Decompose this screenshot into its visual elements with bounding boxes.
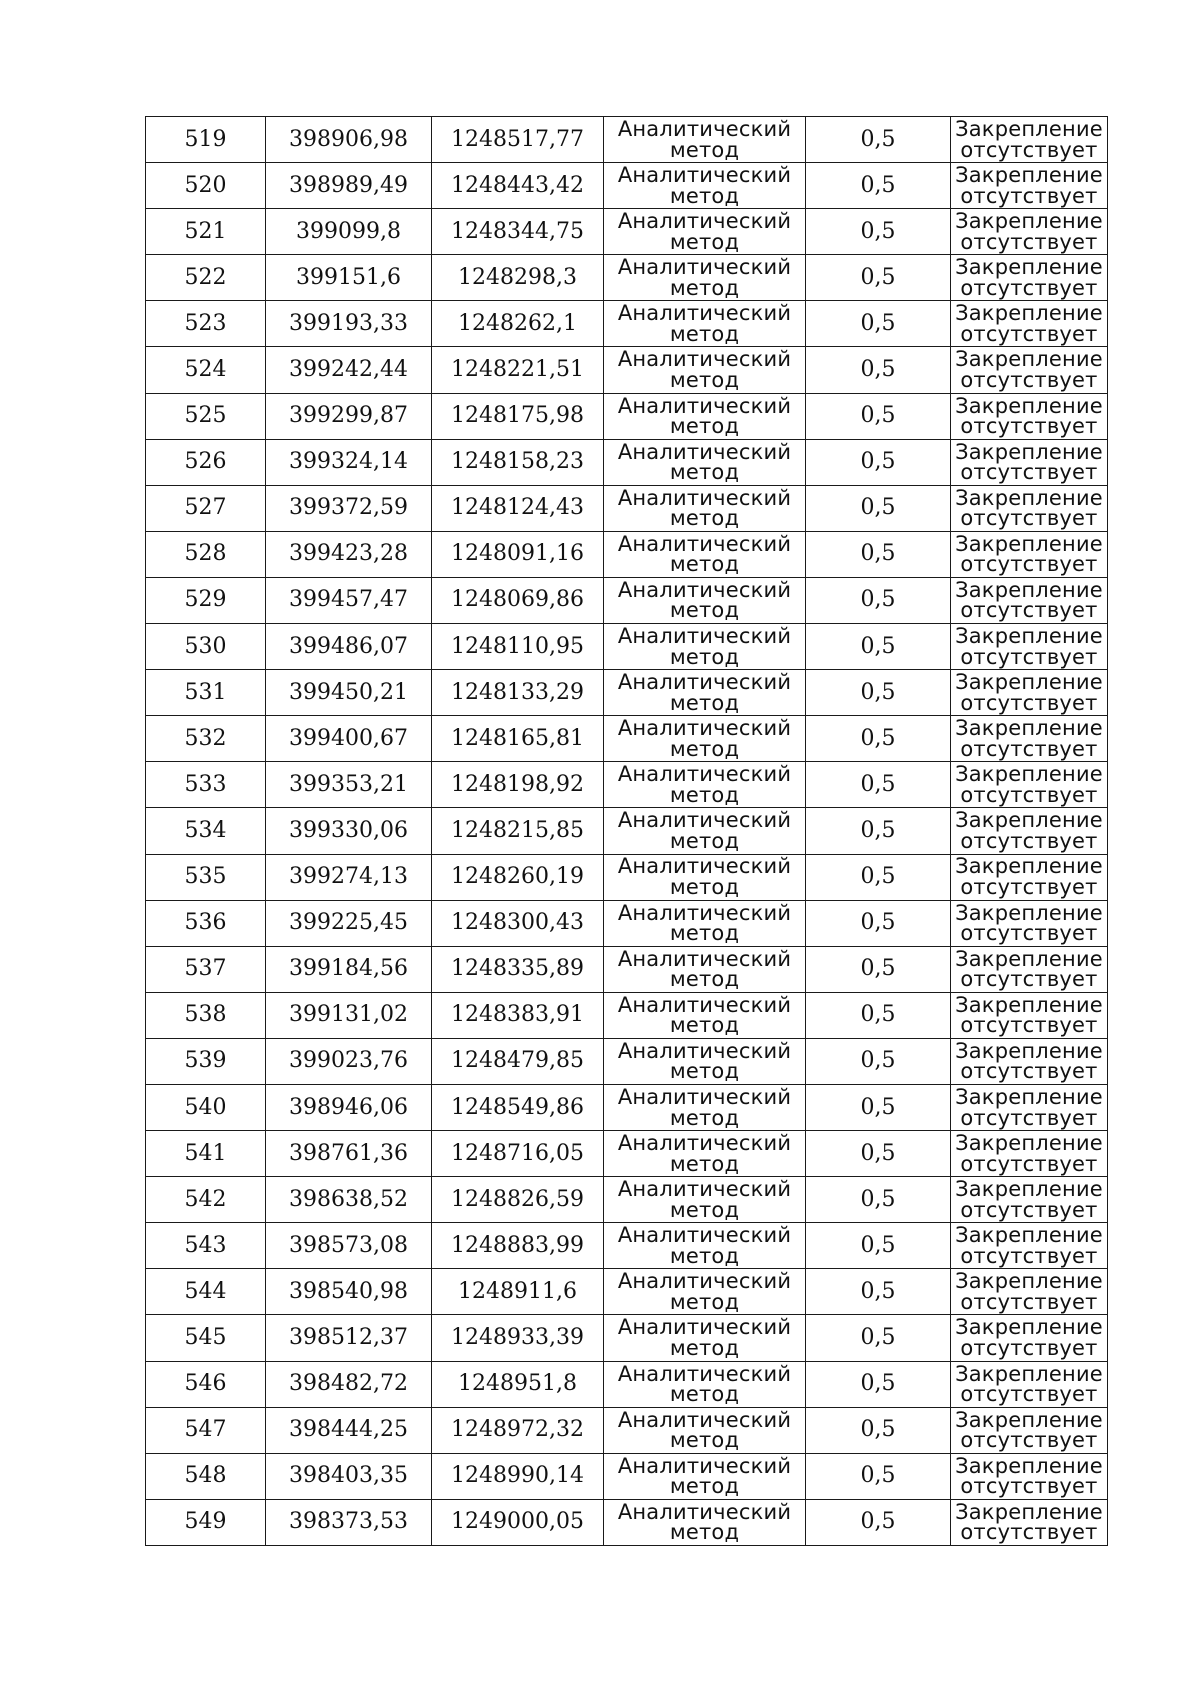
- method-text: Аналитический метод: [617, 762, 792, 807]
- error-cell: 0,5: [806, 1223, 951, 1269]
- anchoring-cell: [951, 992, 1108, 1038]
- anchoring-text: Закрепление отсутствует: [955, 946, 1103, 992]
- x-coordinate-cell: 399457,47: [266, 577, 432, 623]
- table-row: [146, 347, 1108, 393]
- x-coordinate-cell: 399353,21: [266, 762, 432, 808]
- method-text: Аналитический метод: [617, 946, 792, 992]
- method-text: Аналитический метод: [617, 393, 792, 439]
- method-cell: [604, 716, 806, 762]
- anchoring-cell: [951, 1038, 1108, 1084]
- x-coordinate-cell: 399324,14: [266, 439, 432, 485]
- anchoring-cell: [951, 209, 1108, 255]
- error-cell: 0,5: [806, 577, 951, 623]
- point-number-cell: 539: [146, 1038, 266, 1084]
- anchoring-text: Закрепление отсутствует: [955, 1131, 1103, 1176]
- anchoring-text: Закрепление отсутствует: [955, 1223, 1103, 1268]
- anchoring-cell: [951, 900, 1108, 946]
- point-number-cell: 545: [146, 1315, 266, 1361]
- method-cell: [604, 485, 806, 531]
- error-cell: 0,5: [806, 900, 951, 946]
- anchoring-text: Закрепление отсутствует: [955, 854, 1103, 900]
- error-cell: 0,5: [806, 117, 951, 163]
- table-row: [146, 1131, 1108, 1177]
- method-text: Аналитический метод: [617, 439, 792, 485]
- error-cell: 0,5: [806, 255, 951, 301]
- error-cell: 0,5: [806, 1499, 951, 1545]
- anchoring-cell: [951, 1361, 1108, 1407]
- method-text: Аналитический метод: [617, 624, 792, 669]
- anchoring-cell: [951, 1084, 1108, 1130]
- anchoring-text: Закрепление отсутствует: [955, 1038, 1103, 1084]
- error-cell: 0,5: [806, 716, 951, 762]
- y-coordinate-cell: 1248383,91: [432, 992, 604, 1038]
- method-cell: [604, 992, 806, 1038]
- point-number-cell: 526: [146, 439, 266, 485]
- x-coordinate-cell: 399099,8: [266, 209, 432, 255]
- method-cell: [604, 854, 806, 900]
- table-row: [146, 1038, 1108, 1084]
- y-coordinate-cell: 1248344,75: [432, 209, 604, 255]
- y-coordinate-cell: 1248479,85: [432, 1038, 604, 1084]
- y-coordinate-cell: 1248883,99: [432, 1223, 604, 1269]
- error-cell: 0,5: [806, 670, 951, 716]
- table-row: [146, 808, 1108, 854]
- point-number-cell: 531: [146, 670, 266, 716]
- x-coordinate-cell: 399225,45: [266, 900, 432, 946]
- anchoring-cell: [951, 163, 1108, 209]
- x-coordinate-cell: 399193,33: [266, 301, 432, 347]
- x-coordinate-cell: 399423,28: [266, 531, 432, 577]
- method-text: Аналитический метод: [617, 485, 792, 531]
- y-coordinate-cell: 1248133,29: [432, 670, 604, 716]
- x-coordinate-cell: 399242,44: [266, 347, 432, 393]
- method-text: Аналитический метод: [617, 1315, 792, 1360]
- y-coordinate-cell: 1248110,95: [432, 624, 604, 670]
- error-cell: 0,5: [806, 946, 951, 992]
- anchoring-text: Закрепление отсутствует: [955, 116, 1103, 162]
- coordinates-table: [145, 116, 1108, 1546]
- anchoring-cell: [951, 393, 1108, 439]
- method-text: Аналитический метод: [617, 577, 792, 623]
- x-coordinate-cell: 398573,08: [266, 1223, 432, 1269]
- method-cell: [604, 946, 806, 992]
- table-row: [146, 117, 1108, 163]
- x-coordinate-cell: 399023,76: [266, 1038, 432, 1084]
- x-coordinate-cell: 399131,02: [266, 992, 432, 1038]
- method-text: Аналитический метод: [617, 1453, 792, 1499]
- point-number-cell: 530: [146, 624, 266, 670]
- method-text: Аналитический метод: [617, 716, 792, 761]
- method-text: Аналитический метод: [617, 808, 792, 853]
- error-cell: 0,5: [806, 393, 951, 439]
- table-row: [146, 531, 1108, 577]
- anchoring-text: Закрепление отсутствует: [955, 1361, 1103, 1407]
- anchoring-text: Закрепление отсутствует: [955, 716, 1103, 761]
- anchoring-cell: [951, 670, 1108, 716]
- anchoring-cell: [951, 485, 1108, 531]
- anchoring-cell: [951, 1407, 1108, 1453]
- method-cell: [604, 762, 806, 808]
- table-row: [146, 900, 1108, 946]
- y-coordinate-cell: 1248716,05: [432, 1131, 604, 1177]
- anchoring-cell: [951, 624, 1108, 670]
- error-cell: 0,5: [806, 485, 951, 531]
- point-number-cell: 537: [146, 946, 266, 992]
- anchoring-text: Закрепление отсутствует: [955, 439, 1103, 485]
- x-coordinate-cell: 398906,98: [266, 117, 432, 163]
- y-coordinate-cell: 1248069,86: [432, 577, 604, 623]
- error-cell: 0,5: [806, 1407, 951, 1453]
- anchoring-cell: [951, 577, 1108, 623]
- x-coordinate-cell: 398373,53: [266, 1499, 432, 1545]
- error-cell: 0,5: [806, 439, 951, 485]
- table-row: [146, 163, 1108, 209]
- method-text: Аналитический метод: [617, 1223, 792, 1268]
- method-text: Аналитический метод: [617, 1269, 792, 1314]
- method-text: Аналитический метод: [617, 301, 792, 346]
- method-text: Аналитический метод: [617, 1407, 792, 1453]
- error-cell: 0,5: [806, 624, 951, 670]
- point-number-cell: 533: [146, 762, 266, 808]
- x-coordinate-cell: 398761,36: [266, 1131, 432, 1177]
- point-number-cell: 538: [146, 992, 266, 1038]
- y-coordinate-cell: 1248262,1: [432, 301, 604, 347]
- anchoring-text: Закрепление отсутствует: [955, 762, 1103, 807]
- method-text: Аналитический метод: [617, 163, 792, 208]
- anchoring-text: Закрепление отсутствует: [955, 808, 1103, 853]
- anchoring-cell: [951, 439, 1108, 485]
- anchoring-cell: [951, 117, 1108, 163]
- anchoring-cell: [951, 854, 1108, 900]
- table-row: [146, 1361, 1108, 1407]
- point-number-cell: 534: [146, 808, 266, 854]
- method-cell: [604, 1131, 806, 1177]
- anchoring-cell: [951, 762, 1108, 808]
- error-cell: 0,5: [806, 808, 951, 854]
- error-cell: 0,5: [806, 854, 951, 900]
- table-row: [146, 1453, 1108, 1499]
- x-coordinate-cell: 398638,52: [266, 1177, 432, 1223]
- x-coordinate-cell: 399486,07: [266, 624, 432, 670]
- table-row: [146, 439, 1108, 485]
- table-body: [146, 117, 1108, 1546]
- anchoring-text: Закрепление отсутствует: [955, 163, 1103, 208]
- point-number-cell: 527: [146, 485, 266, 531]
- error-cell: 0,5: [806, 209, 951, 255]
- point-number-cell: 535: [146, 854, 266, 900]
- table-row: [146, 577, 1108, 623]
- method-cell: [604, 1223, 806, 1269]
- anchoring-text: Закрепление отсутствует: [955, 1453, 1103, 1499]
- anchoring-cell: [951, 531, 1108, 577]
- error-cell: 0,5: [806, 1315, 951, 1361]
- y-coordinate-cell: 1248549,86: [432, 1084, 604, 1130]
- table-row: [146, 762, 1108, 808]
- method-text: Аналитический метод: [617, 1177, 792, 1222]
- error-cell: 0,5: [806, 163, 951, 209]
- method-text: Аналитический метод: [617, 992, 792, 1038]
- anchoring-cell: [951, 808, 1108, 854]
- error-cell: 0,5: [806, 992, 951, 1038]
- anchoring-cell: [951, 1499, 1108, 1545]
- point-number-cell: 525: [146, 393, 266, 439]
- method-text: Аналитический метод: [617, 1084, 792, 1130]
- point-number-cell: 540: [146, 1084, 266, 1130]
- anchoring-cell: [951, 1131, 1108, 1177]
- anchoring-cell: [951, 946, 1108, 992]
- point-number-cell: 547: [146, 1407, 266, 1453]
- method-cell: [604, 1269, 806, 1315]
- method-cell: [604, 1177, 806, 1223]
- anchoring-cell: [951, 1453, 1108, 1499]
- anchoring-text: Закрепление отсутствует: [955, 209, 1103, 254]
- x-coordinate-cell: 399400,67: [266, 716, 432, 762]
- x-coordinate-cell: 399299,87: [266, 393, 432, 439]
- anchoring-text: Закрепление отсутствует: [955, 301, 1103, 346]
- error-cell: 0,5: [806, 1453, 951, 1499]
- method-cell: [604, 163, 806, 209]
- point-number-cell: 546: [146, 1361, 266, 1407]
- table-row: [146, 209, 1108, 255]
- method-text: Аналитический метод: [617, 1038, 792, 1084]
- y-coordinate-cell: 1248091,16: [432, 531, 604, 577]
- x-coordinate-cell: 398482,72: [266, 1361, 432, 1407]
- method-cell: [604, 209, 806, 255]
- y-coordinate-cell: 1248443,42: [432, 163, 604, 209]
- anchoring-text: Закрепление отсутствует: [955, 900, 1103, 946]
- y-coordinate-cell: 1248175,98: [432, 393, 604, 439]
- point-number-cell: 543: [146, 1223, 266, 1269]
- y-coordinate-cell: 1248300,43: [432, 900, 604, 946]
- error-cell: 0,5: [806, 301, 951, 347]
- point-number-cell: 528: [146, 531, 266, 577]
- method-cell: [604, 900, 806, 946]
- x-coordinate-cell: 399151,6: [266, 255, 432, 301]
- y-coordinate-cell: 1248165,81: [432, 716, 604, 762]
- table-row: [146, 255, 1108, 301]
- method-cell: [604, 117, 806, 163]
- point-number-cell: 544: [146, 1269, 266, 1315]
- method-cell: [604, 624, 806, 670]
- point-number-cell: 532: [146, 716, 266, 762]
- table-row: [146, 1084, 1108, 1130]
- method-cell: [604, 808, 806, 854]
- anchoring-text: Закрепление отсутствует: [955, 255, 1103, 300]
- anchoring-cell: [951, 255, 1108, 301]
- y-coordinate-cell: 1248198,92: [432, 762, 604, 808]
- y-coordinate-cell: 1248826,59: [432, 1177, 604, 1223]
- x-coordinate-cell: 398540,98: [266, 1269, 432, 1315]
- anchoring-text: Закрепление отсутствует: [955, 1084, 1103, 1130]
- y-coordinate-cell: 1248517,77: [432, 117, 604, 163]
- method-cell: [604, 301, 806, 347]
- method-cell: [604, 577, 806, 623]
- y-coordinate-cell: 1248990,14: [432, 1453, 604, 1499]
- anchoring-text: Закрепление отсутствует: [955, 1407, 1103, 1453]
- anchoring-cell: [951, 716, 1108, 762]
- anchoring-text: Закрепление отсутствует: [955, 624, 1103, 669]
- x-coordinate-cell: 398512,37: [266, 1315, 432, 1361]
- point-number-cell: 548: [146, 1453, 266, 1499]
- method-text: Аналитический метод: [617, 670, 792, 715]
- table-row: [146, 301, 1108, 347]
- error-cell: 0,5: [806, 1131, 951, 1177]
- x-coordinate-cell: 398946,06: [266, 1084, 432, 1130]
- table-row: [146, 1177, 1108, 1223]
- method-text: Аналитический метод: [617, 854, 792, 900]
- method-cell: [604, 531, 806, 577]
- x-coordinate-cell: 398444,25: [266, 1407, 432, 1453]
- method-cell: [604, 670, 806, 716]
- table-row: [146, 1269, 1108, 1315]
- method-cell: [604, 1038, 806, 1084]
- table-row: [146, 854, 1108, 900]
- y-coordinate-cell: 1248335,89: [432, 946, 604, 992]
- table-row: [146, 393, 1108, 439]
- table-row: [146, 624, 1108, 670]
- anchoring-cell: [951, 1177, 1108, 1223]
- error-cell: 0,5: [806, 347, 951, 393]
- x-coordinate-cell: 399274,13: [266, 854, 432, 900]
- x-coordinate-cell: 399372,59: [266, 485, 432, 531]
- anchoring-text: Закрепление отсутствует: [955, 393, 1103, 439]
- table-row: [146, 992, 1108, 1038]
- point-number-cell: 524: [146, 347, 266, 393]
- x-coordinate-cell: 399450,21: [266, 670, 432, 716]
- anchoring-text: Закрепление отсутствует: [955, 347, 1103, 393]
- anchoring-text: Закрепление отсутствует: [955, 1269, 1103, 1314]
- method-cell: [604, 393, 806, 439]
- point-number-cell: 520: [146, 163, 266, 209]
- point-number-cell: 536: [146, 900, 266, 946]
- method-text: Аналитический метод: [617, 1499, 792, 1545]
- anchoring-text: Закрепление отсутствует: [955, 1177, 1103, 1222]
- table-row: [146, 1315, 1108, 1361]
- method-cell: [604, 1453, 806, 1499]
- y-coordinate-cell: 1248260,19: [432, 854, 604, 900]
- anchoring-text: Закрепление отсутствует: [955, 531, 1103, 577]
- method-text: Аналитический метод: [617, 116, 792, 162]
- method-text: Аналитический метод: [617, 347, 792, 393]
- anchoring-cell: [951, 1223, 1108, 1269]
- y-coordinate-cell: 1248298,3: [432, 255, 604, 301]
- y-coordinate-cell: 1248215,85: [432, 808, 604, 854]
- table-row: [146, 1223, 1108, 1269]
- point-number-cell: 519: [146, 117, 266, 163]
- table-row: [146, 670, 1108, 716]
- anchoring-text: Закрепление отсутствует: [955, 485, 1103, 531]
- y-coordinate-cell: 1248221,51: [432, 347, 604, 393]
- method-cell: [604, 1361, 806, 1407]
- point-number-cell: 522: [146, 255, 266, 301]
- table-row: [146, 1407, 1108, 1453]
- method-cell: [604, 1499, 806, 1545]
- x-coordinate-cell: 399330,06: [266, 808, 432, 854]
- method-text: Аналитический метод: [617, 209, 792, 254]
- method-cell: [604, 1407, 806, 1453]
- error-cell: 0,5: [806, 1269, 951, 1315]
- table-row: [146, 485, 1108, 531]
- x-coordinate-cell: 398403,35: [266, 1453, 432, 1499]
- anchoring-text: Закрепление отсутствует: [955, 670, 1103, 715]
- method-text: Аналитический метод: [617, 1131, 792, 1176]
- error-cell: 0,5: [806, 531, 951, 577]
- table-row: [146, 716, 1108, 762]
- y-coordinate-cell: 1248911,6: [432, 1269, 604, 1315]
- anchoring-cell: [951, 1315, 1108, 1361]
- error-cell: 0,5: [806, 1361, 951, 1407]
- point-number-cell: 542: [146, 1177, 266, 1223]
- method-cell: [604, 347, 806, 393]
- point-number-cell: 523: [146, 301, 266, 347]
- method-cell: [604, 255, 806, 301]
- method-cell: [604, 1315, 806, 1361]
- y-coordinate-cell: 1248951,8: [432, 1361, 604, 1407]
- method-text: Аналитический метод: [617, 900, 792, 946]
- anchoring-cell: [951, 1269, 1108, 1315]
- table-row: [146, 1499, 1108, 1545]
- anchoring-text: Закрепление отсутствует: [955, 577, 1103, 623]
- y-coordinate-cell: 1249000,05: [432, 1499, 604, 1545]
- error-cell: 0,5: [806, 1084, 951, 1130]
- x-coordinate-cell: 399184,56: [266, 946, 432, 992]
- method-cell: [604, 1084, 806, 1130]
- x-coordinate-cell: 398989,49: [266, 163, 432, 209]
- y-coordinate-cell: 1248124,43: [432, 485, 604, 531]
- point-number-cell: 529: [146, 577, 266, 623]
- table-row: [146, 946, 1108, 992]
- error-cell: 0,5: [806, 762, 951, 808]
- error-cell: 0,5: [806, 1177, 951, 1223]
- method-text: Аналитический метод: [617, 255, 792, 300]
- y-coordinate-cell: 1248158,23: [432, 439, 604, 485]
- anchoring-cell: [951, 347, 1108, 393]
- anchoring-text: Закрепление отсутствует: [955, 992, 1103, 1038]
- point-number-cell: 541: [146, 1131, 266, 1177]
- anchoring-text: Закрепление отсутствует: [955, 1315, 1103, 1360]
- anchoring-cell: [951, 301, 1108, 347]
- y-coordinate-cell: 1248933,39: [432, 1315, 604, 1361]
- error-cell: 0,5: [806, 1038, 951, 1084]
- point-number-cell: 549: [146, 1499, 266, 1545]
- y-coordinate-cell: 1248972,32: [432, 1407, 604, 1453]
- point-number-cell: 521: [146, 209, 266, 255]
- method-text: Аналитический метод: [617, 531, 792, 577]
- method-cell: [604, 439, 806, 485]
- method-text: Аналитический метод: [617, 1361, 792, 1407]
- anchoring-text: Закрепление отсутствует: [955, 1499, 1103, 1545]
